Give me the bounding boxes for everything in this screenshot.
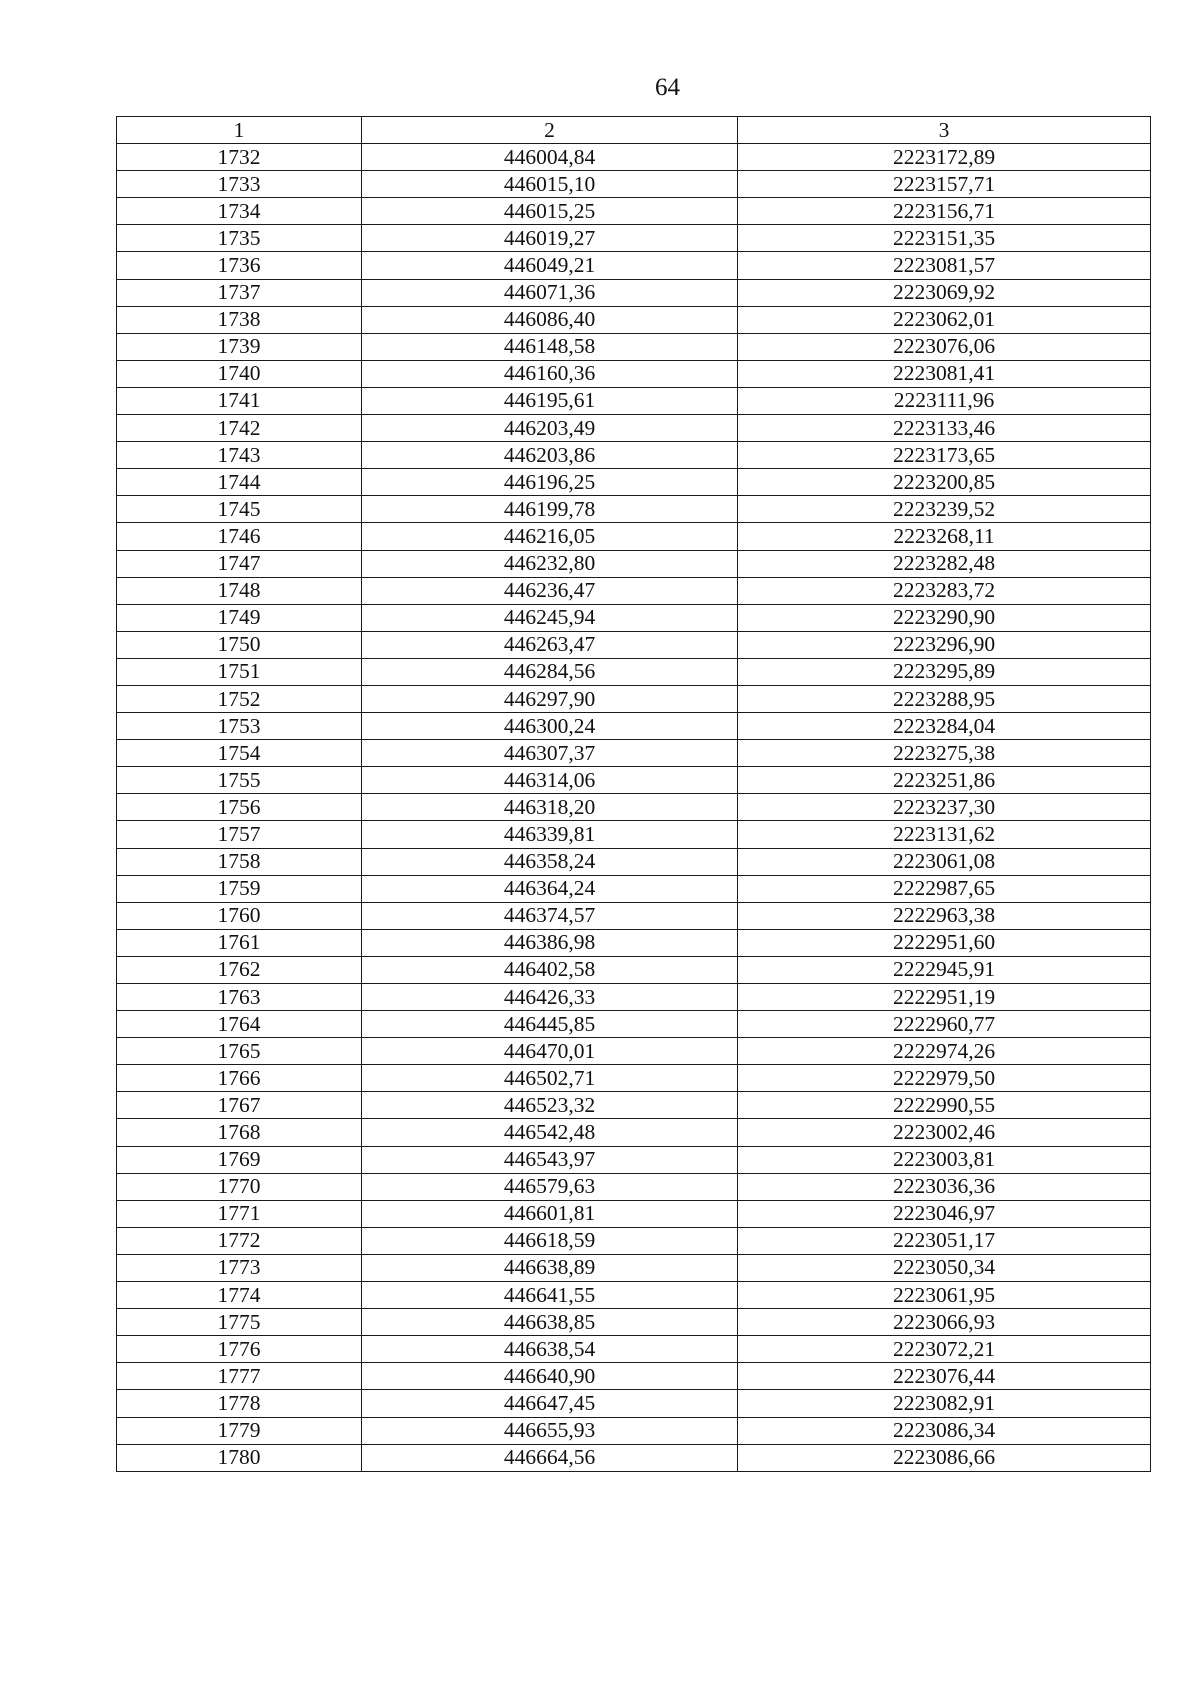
table-row — [117, 198, 1151, 225]
cell-y-coordinate: 2223081,57 — [738, 252, 1151, 279]
cell-x-coordinate: 446300,24 — [362, 713, 738, 740]
cell-x-coordinate: 446232,80 — [362, 550, 738, 577]
cell-y-coordinate: 2223288,95 — [738, 685, 1151, 712]
table-row — [117, 1309, 1151, 1336]
table-row — [117, 767, 1151, 794]
table-row — [117, 360, 1151, 387]
cell-y-coordinate: 2223076,06 — [738, 333, 1151, 360]
table-row — [117, 956, 1151, 983]
cell-point-number: 1743 — [117, 442, 362, 469]
cell-x-coordinate: 446402,58 — [362, 956, 738, 983]
cell-point-number: 1767 — [117, 1092, 362, 1119]
cell-y-coordinate: 2223282,48 — [738, 550, 1151, 577]
cell-point-number: 1734 — [117, 198, 362, 225]
cell-point-number: 1744 — [117, 469, 362, 496]
cell-y-coordinate: 2223066,93 — [738, 1309, 1151, 1336]
cell-y-coordinate: 2223290,90 — [738, 604, 1151, 631]
cell-point-number: 1759 — [117, 875, 362, 902]
cell-y-coordinate: 2223082,91 — [738, 1390, 1151, 1417]
table-row — [117, 1254, 1151, 1281]
table-row — [117, 794, 1151, 821]
cell-point-number: 1741 — [117, 387, 362, 414]
cell-x-coordinate: 446284,56 — [362, 658, 738, 685]
cell-x-coordinate: 446314,06 — [362, 767, 738, 794]
table-row — [117, 631, 1151, 658]
cell-point-number: 1745 — [117, 496, 362, 523]
cell-y-coordinate: 2223275,38 — [738, 740, 1151, 767]
cell-y-coordinate: 2223076,44 — [738, 1363, 1151, 1390]
cell-x-coordinate: 446638,89 — [362, 1254, 738, 1281]
cell-point-number: 1766 — [117, 1065, 362, 1092]
cell-x-coordinate: 446374,57 — [362, 902, 738, 929]
cell-y-coordinate: 2223295,89 — [738, 658, 1151, 685]
cell-y-coordinate: 2222963,38 — [738, 902, 1151, 929]
cell-x-coordinate: 446160,36 — [362, 360, 738, 387]
table-row — [117, 1282, 1151, 1309]
cell-x-coordinate: 446364,24 — [362, 875, 738, 902]
table-row — [117, 1173, 1151, 1200]
cell-x-coordinate: 446358,24 — [362, 848, 738, 875]
table-row — [117, 577, 1151, 604]
cell-y-coordinate: 2223268,11 — [738, 523, 1151, 550]
cell-x-coordinate: 446647,45 — [362, 1390, 738, 1417]
table-row — [117, 1363, 1151, 1390]
cell-x-coordinate: 446318,20 — [362, 794, 738, 821]
cell-x-coordinate: 446203,86 — [362, 442, 738, 469]
table-row — [117, 1119, 1151, 1146]
cell-point-number: 1769 — [117, 1146, 362, 1173]
cell-x-coordinate: 446601,81 — [362, 1200, 738, 1227]
table-header-row — [117, 117, 1151, 144]
cell-y-coordinate: 2223081,41 — [738, 360, 1151, 387]
cell-y-coordinate: 2223156,71 — [738, 198, 1151, 225]
table-row — [117, 740, 1151, 767]
table-row — [117, 902, 1151, 929]
cell-point-number: 1777 — [117, 1363, 362, 1390]
table-row — [117, 523, 1151, 550]
cell-point-number: 1752 — [117, 685, 362, 712]
cell-point-number: 1756 — [117, 794, 362, 821]
cell-y-coordinate: 2223069,92 — [738, 279, 1151, 306]
cell-point-number: 1762 — [117, 956, 362, 983]
cell-y-coordinate: 2223251,86 — [738, 767, 1151, 794]
cell-point-number: 1758 — [117, 848, 362, 875]
cell-point-number: 1757 — [117, 821, 362, 848]
cell-point-number: 1751 — [117, 658, 362, 685]
cell-point-number: 1771 — [117, 1200, 362, 1227]
coordinates-table — [116, 116, 1151, 1472]
cell-point-number: 1746 — [117, 523, 362, 550]
cell-x-coordinate: 446015,10 — [362, 171, 738, 198]
cell-point-number: 1760 — [117, 902, 362, 929]
cell-x-coordinate: 446543,97 — [362, 1146, 738, 1173]
cell-x-coordinate: 446426,33 — [362, 984, 738, 1011]
cell-x-coordinate: 446236,47 — [362, 577, 738, 604]
cell-x-coordinate: 446542,48 — [362, 1119, 738, 1146]
cell-x-coordinate: 446245,94 — [362, 604, 738, 631]
cell-x-coordinate: 446203,49 — [362, 415, 738, 442]
cell-x-coordinate: 446086,40 — [362, 306, 738, 333]
cell-y-coordinate: 2223133,46 — [738, 415, 1151, 442]
cell-point-number: 1750 — [117, 631, 362, 658]
cell-y-coordinate: 2223172,89 — [738, 144, 1151, 171]
cell-point-number: 1740 — [117, 360, 362, 387]
header-cell-y: 3 — [738, 117, 1151, 144]
cell-x-coordinate: 446307,37 — [362, 740, 738, 767]
table-row — [117, 1146, 1151, 1173]
cell-x-coordinate: 446015,25 — [362, 198, 738, 225]
cell-y-coordinate: 2223061,95 — [738, 1282, 1151, 1309]
table-row — [117, 1336, 1151, 1363]
cell-x-coordinate: 446470,01 — [362, 1038, 738, 1065]
cell-y-coordinate: 2223046,97 — [738, 1200, 1151, 1227]
cell-y-coordinate: 2223061,08 — [738, 848, 1151, 875]
cell-y-coordinate: 2222945,91 — [738, 956, 1151, 983]
table-row — [117, 252, 1151, 279]
table-row — [117, 1065, 1151, 1092]
cell-point-number: 1735 — [117, 225, 362, 252]
cell-x-coordinate: 446502,71 — [362, 1065, 738, 1092]
cell-point-number: 1755 — [117, 767, 362, 794]
cell-point-number: 1748 — [117, 577, 362, 604]
table-row — [117, 685, 1151, 712]
table-row — [117, 442, 1151, 469]
cell-y-coordinate: 2222951,19 — [738, 984, 1151, 1011]
table-row — [117, 1038, 1151, 1065]
cell-y-coordinate: 2223003,81 — [738, 1146, 1151, 1173]
cell-x-coordinate: 446386,98 — [362, 929, 738, 956]
cell-x-coordinate: 446641,55 — [362, 1282, 738, 1309]
cell-point-number: 1772 — [117, 1227, 362, 1254]
cell-x-coordinate: 446638,85 — [362, 1309, 738, 1336]
cell-y-coordinate: 2223296,90 — [738, 631, 1151, 658]
cell-x-coordinate: 446640,90 — [362, 1363, 738, 1390]
table-row — [117, 875, 1151, 902]
header-cell-point-number: 1 — [117, 117, 362, 144]
table-row — [117, 469, 1151, 496]
table-row — [117, 821, 1151, 848]
table-row — [117, 1092, 1151, 1119]
table-row — [117, 1227, 1151, 1254]
cell-y-coordinate: 2223036,36 — [738, 1173, 1151, 1200]
cell-point-number: 1773 — [117, 1254, 362, 1281]
cell-x-coordinate: 446049,21 — [362, 252, 738, 279]
cell-x-coordinate: 446445,85 — [362, 1011, 738, 1038]
cell-y-coordinate: 2223062,01 — [738, 306, 1151, 333]
cell-point-number: 1763 — [117, 984, 362, 1011]
cell-y-coordinate: 2223151,35 — [738, 225, 1151, 252]
table-row — [117, 415, 1151, 442]
cell-y-coordinate: 2222974,26 — [738, 1038, 1151, 1065]
cell-x-coordinate: 446195,61 — [362, 387, 738, 414]
cell-y-coordinate: 2223086,66 — [738, 1444, 1151, 1471]
cell-x-coordinate: 446638,54 — [362, 1336, 738, 1363]
table-row — [117, 848, 1151, 875]
table-row — [117, 225, 1151, 252]
cell-x-coordinate: 446263,47 — [362, 631, 738, 658]
cell-point-number: 1780 — [117, 1444, 362, 1471]
cell-y-coordinate: 2223283,72 — [738, 577, 1151, 604]
cell-x-coordinate: 446019,27 — [362, 225, 738, 252]
cell-point-number: 1736 — [117, 252, 362, 279]
cell-x-coordinate: 446618,59 — [362, 1227, 738, 1254]
cell-x-coordinate: 446071,36 — [362, 279, 738, 306]
cell-y-coordinate: 2222979,50 — [738, 1065, 1151, 1092]
table-row — [117, 387, 1151, 414]
table-row — [117, 496, 1151, 523]
cell-point-number: 1774 — [117, 1282, 362, 1309]
cell-point-number: 1770 — [117, 1173, 362, 1200]
cell-point-number: 1779 — [117, 1417, 362, 1444]
cell-x-coordinate: 446297,90 — [362, 685, 738, 712]
cell-point-number: 1768 — [117, 1119, 362, 1146]
cell-point-number: 1739 — [117, 333, 362, 360]
cell-point-number: 1747 — [117, 550, 362, 577]
cell-x-coordinate: 446339,81 — [362, 821, 738, 848]
table-row — [117, 144, 1151, 171]
cell-point-number: 1765 — [117, 1038, 362, 1065]
cell-point-number: 1742 — [117, 415, 362, 442]
cell-x-coordinate: 446655,93 — [362, 1417, 738, 1444]
table-body — [117, 117, 1151, 1472]
table-row — [117, 604, 1151, 631]
cell-point-number: 1749 — [117, 604, 362, 631]
cell-y-coordinate: 2222990,55 — [738, 1092, 1151, 1119]
cell-y-coordinate: 2223237,30 — [738, 794, 1151, 821]
table-row — [117, 171, 1151, 198]
table-row — [117, 1444, 1151, 1471]
header-cell-x: 2 — [362, 117, 738, 144]
cell-y-coordinate: 2223173,65 — [738, 442, 1151, 469]
table-row — [117, 333, 1151, 360]
cell-x-coordinate: 446523,32 — [362, 1092, 738, 1119]
table-row — [117, 279, 1151, 306]
cell-point-number: 1764 — [117, 1011, 362, 1038]
cell-point-number: 1754 — [117, 740, 362, 767]
table-row — [117, 550, 1151, 577]
cell-x-coordinate: 446148,58 — [362, 333, 738, 360]
table-row — [117, 1011, 1151, 1038]
cell-point-number: 1733 — [117, 171, 362, 198]
cell-y-coordinate: 2223002,46 — [738, 1119, 1151, 1146]
cell-point-number: 1778 — [117, 1390, 362, 1417]
cell-y-coordinate: 2223086,34 — [738, 1417, 1151, 1444]
cell-point-number: 1732 — [117, 144, 362, 171]
cell-y-coordinate: 2223239,52 — [738, 496, 1151, 523]
cell-point-number: 1753 — [117, 713, 362, 740]
cell-x-coordinate: 446004,84 — [362, 144, 738, 171]
table-row — [117, 984, 1151, 1011]
cell-x-coordinate: 446664,56 — [362, 1444, 738, 1471]
page-number: 64 — [655, 74, 680, 101]
cell-y-coordinate: 2223157,71 — [738, 171, 1151, 198]
cell-point-number: 1776 — [117, 1336, 362, 1363]
table-row — [117, 929, 1151, 956]
table-row — [117, 306, 1151, 333]
table-row — [117, 1417, 1151, 1444]
cell-point-number: 1738 — [117, 306, 362, 333]
cell-x-coordinate: 446216,05 — [362, 523, 738, 550]
cell-point-number: 1775 — [117, 1309, 362, 1336]
cell-y-coordinate: 2223111,96 — [738, 387, 1151, 414]
table-row — [117, 713, 1151, 740]
cell-y-coordinate: 2222987,65 — [738, 875, 1151, 902]
cell-point-number: 1737 — [117, 279, 362, 306]
cell-y-coordinate: 2222951,60 — [738, 929, 1151, 956]
cell-y-coordinate: 2223051,17 — [738, 1227, 1151, 1254]
cell-y-coordinate: 2223131,62 — [738, 821, 1151, 848]
table-row — [117, 1200, 1151, 1227]
cell-x-coordinate: 446579,63 — [362, 1173, 738, 1200]
table-row — [117, 1390, 1151, 1417]
cell-x-coordinate: 446196,25 — [362, 469, 738, 496]
cell-y-coordinate: 2223284,04 — [738, 713, 1151, 740]
cell-y-coordinate: 2222960,77 — [738, 1011, 1151, 1038]
cell-point-number: 1761 — [117, 929, 362, 956]
cell-y-coordinate: 2223072,21 — [738, 1336, 1151, 1363]
cell-y-coordinate: 2223050,34 — [738, 1254, 1151, 1281]
table-row — [117, 658, 1151, 685]
cell-x-coordinate: 446199,78 — [362, 496, 738, 523]
cell-y-coordinate: 2223200,85 — [738, 469, 1151, 496]
